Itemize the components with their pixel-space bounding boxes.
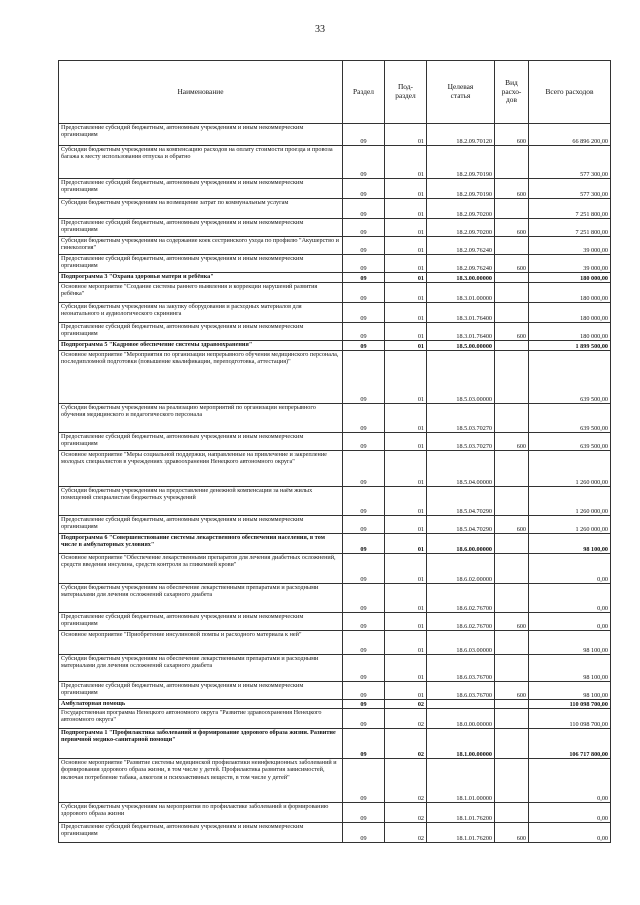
cell-subsection: 02 bbox=[385, 700, 427, 709]
cell-target: 18.6.02.76700 bbox=[427, 584, 495, 613]
cell-target: 18.5.04.70290 bbox=[427, 487, 495, 516]
cell-section: 09 bbox=[343, 124, 385, 146]
cell-expense-type bbox=[495, 146, 529, 179]
cell-target: 18.2.09.70190 bbox=[427, 146, 495, 179]
cell-target: 18.5.03.70270 bbox=[427, 433, 495, 451]
cell-total: 639 500,00 bbox=[529, 351, 611, 404]
cell-total: 1 260 000,00 bbox=[529, 487, 611, 516]
cell-total: 98 100,00 bbox=[529, 655, 611, 682]
cell-section: 09 bbox=[343, 516, 385, 534]
cell-expense-type bbox=[495, 404, 529, 433]
cell-section: 09 bbox=[343, 655, 385, 682]
table-row bbox=[59, 631, 611, 655]
table-row bbox=[59, 404, 611, 433]
cell-subsection: 01 bbox=[385, 237, 427, 255]
cell-expense-type bbox=[495, 759, 529, 803]
table-row bbox=[59, 451, 611, 487]
cell-name: Основное мероприятие "Мероприятия по организации непрерывного обучения медицинского персонала, последипломной подготовки (повышение квалификации, переподготовка, аттестация)" bbox=[59, 351, 343, 404]
cell-name: Предоставление субсидий бюджетным, автономным учреждениям и иным некоммерческим организациям bbox=[59, 219, 343, 237]
table-row bbox=[59, 682, 611, 700]
cell-target: 18.6.00.00000 bbox=[427, 534, 495, 554]
cell-total: 577 300,00 bbox=[529, 179, 611, 199]
cell-name: Амбулаторная помощь bbox=[59, 700, 343, 709]
cell-total: 180 000,00 bbox=[529, 323, 611, 341]
cell-section: 09 bbox=[343, 823, 385, 843]
table-row bbox=[59, 199, 611, 219]
cell-expense-type: 600 bbox=[495, 323, 529, 341]
cell-name: Подпрограмма 5 "Кадровое обеспечение системы здравоохранения" bbox=[59, 341, 343, 351]
table-row bbox=[59, 351, 611, 404]
cell-target: 18.3.01.00000 bbox=[427, 283, 495, 303]
table-row bbox=[59, 283, 611, 303]
cell-name: Основное мероприятие "Развитие системы медицинской профилактики неинфекционных заболеваний и формирования здорового образа жизни, в том числе у детей. Профилактика развития зависимостей, включая потребление табака, алкоголя и психоактивных веществ, в том числе у детей" bbox=[59, 759, 343, 803]
cell-section: 09 bbox=[343, 534, 385, 554]
cell-target: 18.5.00.00000 bbox=[427, 341, 495, 351]
cell-total: 180 000,00 bbox=[529, 283, 611, 303]
cell-expense-type bbox=[495, 554, 529, 584]
table-row bbox=[59, 341, 611, 351]
cell-subsection: 02 bbox=[385, 709, 427, 729]
table-row bbox=[59, 273, 611, 283]
cell-expense-type bbox=[495, 700, 529, 709]
cell-target: 18.6.03.76700 bbox=[427, 655, 495, 682]
cell-name: Субсидии бюджетным учреждениям на мероприятия по профилактике заболеваний и формированию здорового образа жизни bbox=[59, 803, 343, 823]
table-row bbox=[59, 124, 611, 146]
cell-name: Субсидии бюджетным учреждениям на закупку оборудования и расходных материалов для неонатального и аудиологического скрининга bbox=[59, 303, 343, 323]
cell-total: 1 899 500,00 bbox=[529, 341, 611, 351]
cell-total: 577 300,00 bbox=[529, 146, 611, 179]
cell-target: 18.2.09.70200 bbox=[427, 219, 495, 237]
cell-section: 09 bbox=[343, 729, 385, 759]
cell-subsection: 01 bbox=[385, 631, 427, 655]
cell-total: 106 717 800,00 bbox=[529, 729, 611, 759]
cell-section: 09 bbox=[343, 146, 385, 179]
cell-expense-type bbox=[495, 631, 529, 655]
header-expense-type: Вид расхо- дов bbox=[495, 61, 529, 124]
table-row bbox=[59, 759, 611, 803]
table-row bbox=[59, 613, 611, 631]
table-row bbox=[59, 823, 611, 843]
cell-expense-type: 600 bbox=[495, 255, 529, 273]
cell-total: 7 251 800,00 bbox=[529, 219, 611, 237]
cell-target: 18.2.09.76240 bbox=[427, 237, 495, 255]
cell-name: Субсидии бюджетным учреждениям на содержание коек сестринского ухода по профилю "Акушерство и гинекология" bbox=[59, 237, 343, 255]
cell-target: 18.1.01.00000 bbox=[427, 759, 495, 803]
cell-expense-type bbox=[495, 351, 529, 404]
cell-target: 18.2.09.70190 bbox=[427, 179, 495, 199]
cell-total: 98 100,00 bbox=[529, 631, 611, 655]
cell-target: 18.3.01.76400 bbox=[427, 303, 495, 323]
cell-expense-type bbox=[495, 451, 529, 487]
cell-total: 110 098 700,00 bbox=[529, 700, 611, 709]
cell-expense-type: 600 bbox=[495, 219, 529, 237]
cell-name: Субсидии бюджетным учреждениям на компенсацию расходов на оплату стоимости проезда и провоза багажа к месту использования отпуска и обратно bbox=[59, 146, 343, 179]
cell-expense-type bbox=[495, 803, 529, 823]
table-row bbox=[59, 700, 611, 709]
cell-expense-type bbox=[495, 729, 529, 759]
cell-total: 39 000,00 bbox=[529, 237, 611, 255]
cell-target: 18.3.00.00000 bbox=[427, 273, 495, 283]
cell-name: Предоставление субсидий бюджетным, автономным учреждениям и иным некоммерческим организациям bbox=[59, 179, 343, 199]
cell-target: 18.5.03.00000 bbox=[427, 351, 495, 404]
cell-expense-type bbox=[495, 341, 529, 351]
cell-name: Предоставление субсидий бюджетным, автономным учреждениям и иным некоммерческим организациям bbox=[59, 613, 343, 631]
cell-total: 180 000,00 bbox=[529, 303, 611, 323]
cell-total: 0,00 bbox=[529, 759, 611, 803]
cell-subsection: 01 bbox=[385, 516, 427, 534]
cell-name: Государственная программа Ненецкого автономного округа "Развитие здравоохранения Ненецкого автономного округа" bbox=[59, 709, 343, 729]
cell-section: 09 bbox=[343, 451, 385, 487]
cell-total: 98 100,00 bbox=[529, 682, 611, 700]
table-header-row bbox=[59, 61, 611, 124]
cell-name: Субсидии бюджетным учреждениям на обеспечение лекарственными препаратами и расходными материалами для лечения осложнений сахарного диабета bbox=[59, 584, 343, 613]
cell-subsection: 01 bbox=[385, 219, 427, 237]
table-row bbox=[59, 554, 611, 584]
cell-section: 09 bbox=[343, 433, 385, 451]
table-row bbox=[59, 303, 611, 323]
expenses-table bbox=[58, 60, 611, 843]
cell-section: 09 bbox=[343, 255, 385, 273]
cell-total: 0,00 bbox=[529, 613, 611, 631]
cell-target: 18.1.01.76200 bbox=[427, 803, 495, 823]
cell-section: 09 bbox=[343, 351, 385, 404]
cell-section: 09 bbox=[343, 219, 385, 237]
cell-name: Основное мероприятие "Меры социальной поддержки, направленные на привлечение и закрепление молодых специалистов в учреждениях здравоохранения Ненецкого автономного округа" bbox=[59, 451, 343, 487]
cell-total: 98 100,00 bbox=[529, 534, 611, 554]
cell-section: 09 bbox=[343, 759, 385, 803]
cell-target: 18.5.04.00000 bbox=[427, 451, 495, 487]
cell-name: Субсидии бюджетным учреждениям на предоставление денежной компенсации за наём жилых помещений специалистам бюджетных учреждений bbox=[59, 487, 343, 516]
page-number: 33 bbox=[315, 24, 325, 35]
cell-name: Предоставление субсидий бюджетным, автономным учреждениям и иным некоммерческим организациям bbox=[59, 433, 343, 451]
cell-total: 110 098 700,00 bbox=[529, 709, 611, 729]
cell-expense-type: 600 bbox=[495, 433, 529, 451]
table-row bbox=[59, 255, 611, 273]
cell-target: 18.5.04.70290 bbox=[427, 516, 495, 534]
cell-subsection: 02 bbox=[385, 729, 427, 759]
cell-subsection: 02 bbox=[385, 803, 427, 823]
cell-expense-type bbox=[495, 584, 529, 613]
cell-name: Основное мероприятие "Обеспечение лекарственными препаратов для лечения диабетных осложнений, средств введения инсулина, средств контроля за гликемией крови" bbox=[59, 554, 343, 584]
cell-expense-type bbox=[495, 283, 529, 303]
cell-expense-type: 600 bbox=[495, 516, 529, 534]
cell-name: Предоставление субсидий бюджетным, автономным учреждениям и иным некоммерческим организациям bbox=[59, 516, 343, 534]
cell-section: 09 bbox=[343, 487, 385, 516]
table-body bbox=[59, 124, 611, 843]
cell-total: 0,00 bbox=[529, 554, 611, 584]
cell-expense-type bbox=[495, 237, 529, 255]
cell-name: Субсидии бюджетным учреждениям на обеспечение лекарственными препаратами и расходными материалами для лечения осложнений сахарного диабета bbox=[59, 655, 343, 682]
cell-section: 09 bbox=[343, 237, 385, 255]
header-subsection: Под- раздел bbox=[385, 61, 427, 124]
table-row bbox=[59, 655, 611, 682]
table-row bbox=[59, 487, 611, 516]
cell-total: 0,00 bbox=[529, 803, 611, 823]
header-total: Всего расходов bbox=[529, 61, 611, 124]
cell-total: 0,00 bbox=[529, 584, 611, 613]
cell-section: 09 bbox=[343, 273, 385, 283]
cell-section: 09 bbox=[343, 323, 385, 341]
table-row bbox=[59, 146, 611, 179]
table-row bbox=[59, 534, 611, 554]
table-row bbox=[59, 709, 611, 729]
cell-subsection: 01 bbox=[385, 341, 427, 351]
cell-target bbox=[427, 700, 495, 709]
header-name: Наименование bbox=[59, 61, 343, 124]
cell-subsection: 01 bbox=[385, 554, 427, 584]
cell-target: 18.6.03.00000 bbox=[427, 631, 495, 655]
cell-subsection: 02 bbox=[385, 823, 427, 843]
cell-section: 09 bbox=[343, 682, 385, 700]
cell-name: Подпрограмма 1 "Профилактика заболеваний и формирование здорового образа жизни. Развитие первичной медико-санитарной помощи" bbox=[59, 729, 343, 759]
table-row bbox=[59, 516, 611, 534]
cell-name: Предоставление субсидий бюджетным, автономным учреждениям и иным некоммерческим организациям bbox=[59, 255, 343, 273]
cell-expense-type: 600 bbox=[495, 179, 529, 199]
cell-total: 7 251 800,00 bbox=[529, 199, 611, 219]
cell-subsection: 01 bbox=[385, 655, 427, 682]
cell-name: Субсидии бюджетным учреждениям на реализацию мероприятий по организации непрерывного обучения медицинского и педагогического персонала bbox=[59, 404, 343, 433]
cell-section: 09 bbox=[343, 179, 385, 199]
cell-subsection: 01 bbox=[385, 433, 427, 451]
cell-subsection: 01 bbox=[385, 199, 427, 219]
cell-name: Предоставление субсидий бюджетным, автономным учреждениям и иным некоммерческим организациям bbox=[59, 823, 343, 843]
cell-target: 18.6.02.76700 bbox=[427, 613, 495, 631]
cell-target: 18.0.00.00000 bbox=[427, 709, 495, 729]
cell-total: 1 260 000,00 bbox=[529, 451, 611, 487]
cell-name: Подпрограмма 6 "Совершенствование системы лекарственного обеспечения населения, в том числе в амбулаторных условиях" bbox=[59, 534, 343, 554]
cell-subsection: 01 bbox=[385, 303, 427, 323]
header-target: Целевая статья bbox=[427, 61, 495, 124]
cell-target: 18.2.09.70200 bbox=[427, 199, 495, 219]
cell-target: 18.2.09.76240 bbox=[427, 255, 495, 273]
cell-expense-type bbox=[495, 303, 529, 323]
cell-name: Основное мероприятие "Создание системы раннего выявления и коррекции нарушений развития ребёнка" bbox=[59, 283, 343, 303]
cell-total: 639 500,00 bbox=[529, 433, 611, 451]
cell-subsection: 01 bbox=[385, 351, 427, 404]
cell-section: 09 bbox=[343, 404, 385, 433]
cell-expense-type bbox=[495, 534, 529, 554]
cell-target: 18.3.01.76400 bbox=[427, 323, 495, 341]
cell-subsection: 01 bbox=[385, 682, 427, 700]
cell-subsection: 01 bbox=[385, 124, 427, 146]
cell-subsection: 02 bbox=[385, 759, 427, 803]
cell-total: 639 500,00 bbox=[529, 404, 611, 433]
cell-total: 0,00 bbox=[529, 823, 611, 843]
cell-subsection: 01 bbox=[385, 255, 427, 273]
cell-target: 18.2.09.70120 bbox=[427, 124, 495, 146]
cell-subsection: 01 bbox=[385, 273, 427, 283]
cell-subsection: 01 bbox=[385, 404, 427, 433]
cell-total: 39 000,00 bbox=[529, 255, 611, 273]
cell-subsection: 01 bbox=[385, 179, 427, 199]
cell-expense-type bbox=[495, 273, 529, 283]
cell-expense-type bbox=[495, 199, 529, 219]
cell-target: 18.1.01.76200 bbox=[427, 823, 495, 843]
cell-section: 09 bbox=[343, 709, 385, 729]
cell-section: 09 bbox=[343, 613, 385, 631]
cell-subsection: 01 bbox=[385, 613, 427, 631]
table-row bbox=[59, 179, 611, 199]
table-row bbox=[59, 584, 611, 613]
cell-section: 09 bbox=[343, 803, 385, 823]
cell-name: Субсидии бюджетным учреждениям на возмещение затрат по коммунальным услугам bbox=[59, 199, 343, 219]
cell-target: 18.5.03.70270 bbox=[427, 404, 495, 433]
table-row bbox=[59, 729, 611, 759]
cell-total: 66 896 200,00 bbox=[529, 124, 611, 146]
cell-subsection: 01 bbox=[385, 451, 427, 487]
cell-section: 09 bbox=[343, 700, 385, 709]
table-row bbox=[59, 219, 611, 237]
cell-name: Основное мероприятие "Приобретение инсулиновой помпы и расходного материала к ней" bbox=[59, 631, 343, 655]
cell-section: 09 bbox=[343, 584, 385, 613]
cell-subsection: 01 bbox=[385, 283, 427, 303]
table-row bbox=[59, 433, 611, 451]
table-row bbox=[59, 323, 611, 341]
cell-target: 18.6.02.00000 bbox=[427, 554, 495, 584]
cell-subsection: 01 bbox=[385, 146, 427, 179]
cell-expense-type: 600 bbox=[495, 124, 529, 146]
cell-subsection: 01 bbox=[385, 534, 427, 554]
cell-subsection: 01 bbox=[385, 487, 427, 516]
cell-expense-type bbox=[495, 655, 529, 682]
cell-name: Подпрограмма 3 "Охрана здоровья матери и ребёнка" bbox=[59, 273, 343, 283]
table-row bbox=[59, 803, 611, 823]
table-row bbox=[59, 237, 611, 255]
cell-name: Предоставление субсидий бюджетным, автономным учреждениям и иным некоммерческим организациям bbox=[59, 682, 343, 700]
cell-subsection: 01 bbox=[385, 584, 427, 613]
cell-section: 09 bbox=[343, 554, 385, 584]
cell-total: 180 000,00 bbox=[529, 273, 611, 283]
cell-subsection: 01 bbox=[385, 323, 427, 341]
cell-section: 09 bbox=[343, 303, 385, 323]
cell-expense-type: 600 bbox=[495, 682, 529, 700]
cell-section: 09 bbox=[343, 631, 385, 655]
header-section: Раздел bbox=[343, 61, 385, 124]
cell-section: 09 bbox=[343, 341, 385, 351]
cell-name: Предоставление субсидий бюджетным, автономным учреждениям и иным некоммерческим организациям bbox=[59, 124, 343, 146]
cell-section: 09 bbox=[343, 283, 385, 303]
cell-target: 18.6.03.76700 bbox=[427, 682, 495, 700]
cell-expense-type bbox=[495, 709, 529, 729]
cell-name: Предоставление субсидий бюджетным, автономным учреждениям и иным некоммерческим организациям bbox=[59, 323, 343, 341]
cell-expense-type: 600 bbox=[495, 823, 529, 843]
cell-expense-type bbox=[495, 487, 529, 516]
cell-section: 09 bbox=[343, 199, 385, 219]
cell-target: 18.1.00.00000 bbox=[427, 729, 495, 759]
cell-expense-type: 600 bbox=[495, 613, 529, 631]
cell-total: 1 260 000,00 bbox=[529, 516, 611, 534]
